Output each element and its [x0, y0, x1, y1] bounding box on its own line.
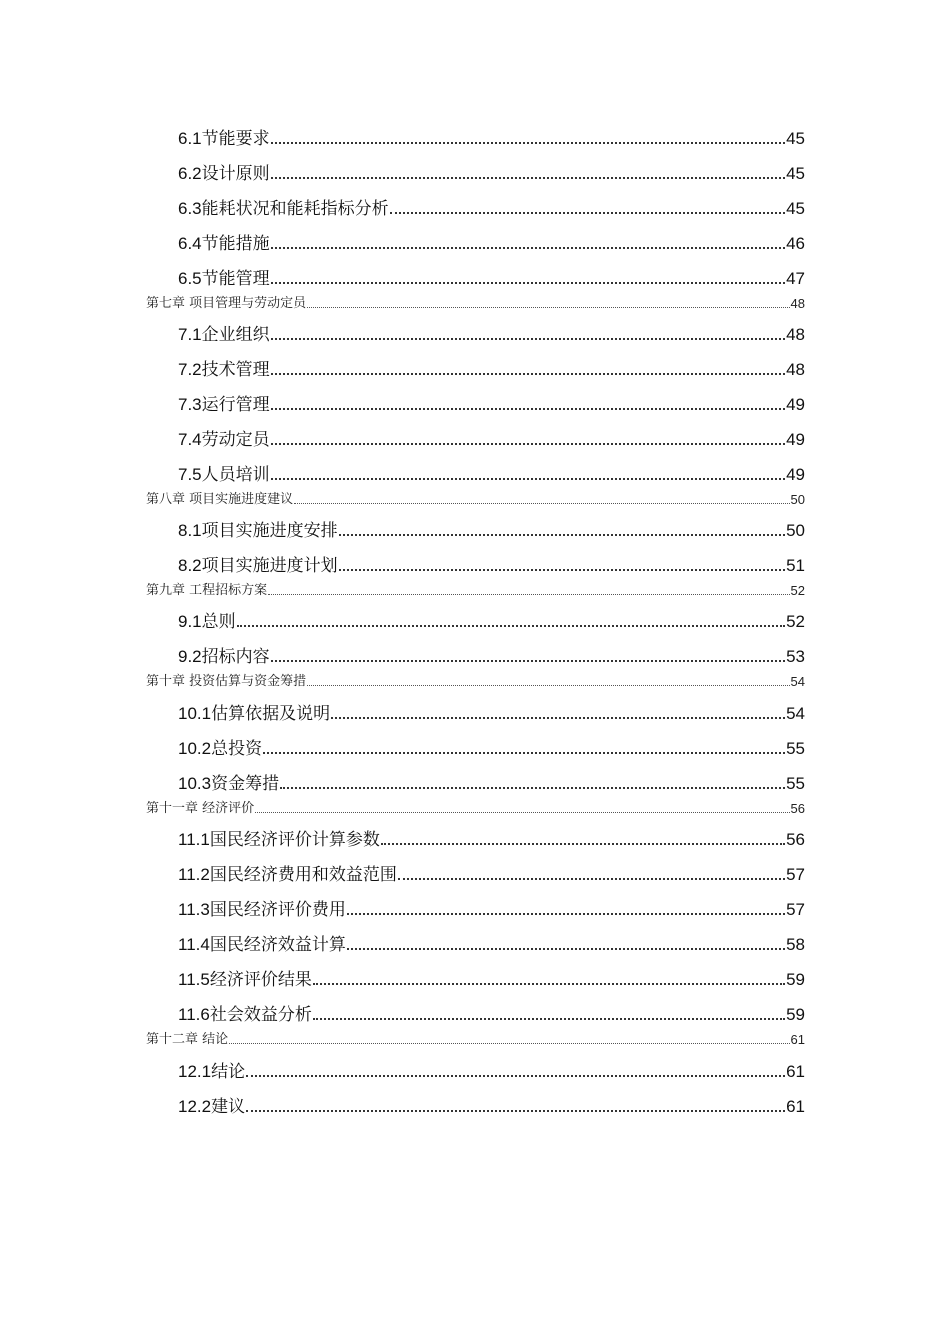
section-number: 11.1: [178, 830, 210, 849]
page-number: 61: [790, 1032, 805, 1047]
section-number: 7.4: [178, 430, 202, 449]
section-title: 招标内容: [201, 647, 270, 667]
toc-section-entry[interactable]: [178, 230, 805, 254]
dot-leader: [271, 177, 785, 179]
toc-section-entry[interactable]: [178, 700, 805, 724]
dot-leader: [246, 1110, 785, 1112]
section-number: 8.2: [178, 556, 202, 575]
section-number: 11.6: [178, 1005, 210, 1024]
page-number: 54: [786, 704, 805, 723]
chapter-title: 第九章 工程招标方案: [146, 583, 268, 598]
section-title: 总投资: [211, 739, 263, 759]
page-number: 47: [786, 269, 805, 288]
dot-leader: [313, 983, 785, 985]
dot-leader: [255, 812, 789, 813]
toc-section-entry[interactable]: [178, 896, 805, 920]
toc-section-entry[interactable]: [178, 861, 805, 885]
chapter-title: 第十二章 结论: [146, 1032, 229, 1047]
toc-section-entry[interactable]: [178, 391, 805, 415]
section-title: 国民经济评价计算参数: [209, 830, 380, 850]
toc-section-entry[interactable]: [178, 608, 805, 632]
page-number: 52: [786, 612, 805, 631]
section-number: 7.3: [178, 395, 202, 414]
dot-leader: [271, 408, 785, 410]
dot-leader: [268, 594, 789, 595]
dot-leader: [271, 247, 785, 249]
section-title: 项目实施进度安排: [201, 521, 338, 541]
toc-chapter-entry[interactable]: [146, 798, 805, 816]
page-number: 46: [786, 234, 805, 253]
chapter-title: 第十章 投资估算与资金筹措: [146, 674, 307, 689]
section-title: 项目实施进度计划: [201, 556, 338, 576]
page-number: 52: [790, 583, 805, 598]
section-number: 6.2: [178, 164, 202, 183]
section-title: 节能管理: [201, 269, 270, 289]
section-number: 11.2: [178, 865, 210, 884]
section-number: 9.2: [178, 647, 202, 666]
section-title: 节能措施: [201, 234, 270, 254]
page-number: 45: [786, 164, 805, 183]
toc-chapter-entry[interactable]: [146, 671, 805, 689]
page-number: 53: [786, 647, 805, 666]
page-number: 48: [786, 360, 805, 379]
section-title: 社会效益分析: [209, 1005, 312, 1025]
chapter-title: 第七章 项目管理与劳动定员: [146, 296, 307, 311]
toc-section-entry[interactable]: [178, 321, 805, 345]
section-title: 国民经济评价费用: [209, 900, 346, 920]
dot-leader: [271, 443, 785, 445]
toc-chapter-entry[interactable]: [146, 1029, 805, 1047]
section-number: 10.1: [178, 704, 212, 723]
dot-leader: [246, 1075, 785, 1077]
section-number: 10.2: [178, 739, 212, 758]
toc-section-entry[interactable]: [178, 160, 805, 184]
dot-leader: [313, 1018, 785, 1020]
section-title: 能耗状况和能耗指标分析: [201, 199, 389, 219]
dot-leader: [307, 685, 789, 686]
section-title: 运行管理: [201, 395, 270, 415]
section-title: 总则: [201, 612, 236, 632]
toc-section-entry[interactable]: [178, 125, 805, 149]
toc-section-entry[interactable]: [178, 826, 805, 850]
toc-section-entry[interactable]: [178, 1058, 805, 1082]
section-number: 10.3: [178, 774, 212, 793]
section-number: 12.2: [178, 1097, 212, 1116]
toc-section-entry[interactable]: [178, 517, 805, 541]
section-number: 6.5: [178, 269, 202, 288]
section-number: 7.1: [178, 325, 202, 344]
toc-section-entry[interactable]: [178, 966, 805, 990]
toc-section-entry[interactable]: [178, 931, 805, 955]
page-number: 57: [786, 865, 805, 884]
chapter-title: 第十一章 经济评价: [146, 801, 255, 816]
page-number: 61: [786, 1097, 805, 1116]
dot-leader: [398, 878, 785, 880]
page-number: 48: [786, 325, 805, 344]
dot-leader: [381, 843, 785, 845]
dot-leader: [271, 338, 785, 340]
dot-leader: [347, 913, 785, 915]
chapter-title: 第八章 项目实施进度建议: [146, 492, 294, 507]
section-title: 劳动定员: [201, 430, 270, 450]
section-title: 设计原则: [201, 164, 270, 184]
section-title: 经济评价结果: [209, 970, 312, 990]
section-title: 人员培训: [201, 465, 270, 485]
section-number: 11.5: [178, 970, 210, 989]
section-title: 国民经济效益计算: [209, 935, 346, 955]
section-number: 7.5: [178, 465, 202, 484]
section-number: 11.4: [178, 935, 210, 954]
toc-section-entry[interactable]: [178, 265, 805, 289]
dot-leader: [271, 142, 785, 144]
page-number: 45: [786, 129, 805, 148]
section-number: 8.1: [178, 521, 202, 540]
page-number: 49: [786, 430, 805, 449]
section-number: 12.1: [178, 1062, 212, 1081]
page-number: 54: [790, 674, 805, 689]
page-number: 48: [790, 296, 805, 311]
page-number: 50: [786, 521, 805, 540]
dot-leader: [339, 569, 785, 571]
dot-leader: [307, 307, 789, 308]
page-number: 55: [786, 774, 805, 793]
dot-leader: [271, 478, 785, 480]
toc-section-entry[interactable]: [178, 356, 805, 380]
section-number: 7.2: [178, 360, 202, 379]
toc-section-entry[interactable]: [178, 552, 805, 576]
dot-leader: [271, 660, 785, 662]
section-number: 6.3: [178, 199, 202, 218]
page-number: 45: [786, 199, 805, 218]
page-number: 56: [790, 801, 805, 816]
page-number: 49: [786, 465, 805, 484]
dot-leader: [294, 503, 789, 504]
page-number: 50: [790, 492, 805, 507]
toc-section-entry[interactable]: [178, 195, 805, 219]
section-title: 估算依据及说明: [211, 704, 331, 724]
section-title: 国民经济费用和效益范围: [209, 865, 397, 885]
section-title: 结论: [211, 1062, 246, 1082]
dot-leader: [271, 282, 785, 284]
page-number: 51: [786, 556, 805, 575]
section-title: 企业组织: [201, 325, 270, 345]
dot-leader: [339, 534, 785, 536]
toc-section-entry[interactable]: [178, 735, 805, 759]
toc-section-entry[interactable]: [178, 426, 805, 450]
section-number: 11.3: [178, 900, 210, 919]
toc-section-entry[interactable]: [178, 461, 805, 485]
page-number: 61: [786, 1062, 805, 1081]
section-title: 资金筹措: [211, 774, 280, 794]
toc-section-entry[interactable]: [178, 1093, 805, 1117]
section-number: 9.1: [178, 612, 202, 631]
page-number: 55: [786, 739, 805, 758]
page-number: 49: [786, 395, 805, 414]
toc-section-entry[interactable]: [178, 770, 805, 794]
toc-chapter-entry[interactable]: [146, 489, 805, 507]
toc-chapter-entry[interactable]: [146, 580, 805, 598]
dot-leader: [280, 787, 785, 789]
dot-leader: [263, 752, 785, 754]
dot-leader: [331, 717, 785, 719]
page-number: 56: [786, 830, 805, 849]
section-title: 节能要求: [201, 129, 270, 149]
page-number: 59: [786, 1005, 805, 1024]
toc-section-entry[interactable]: [178, 1001, 805, 1025]
dot-leader: [237, 625, 785, 627]
section-number: 6.1: [178, 129, 202, 148]
page-number: 58: [786, 935, 805, 954]
dot-leader: [347, 948, 785, 950]
dot-leader: [390, 212, 785, 214]
page-number: 57: [786, 900, 805, 919]
page-number: 59: [786, 970, 805, 989]
toc-chapter-entry[interactable]: [146, 293, 805, 311]
section-title: 技术管理: [201, 360, 270, 380]
dot-leader: [229, 1043, 789, 1044]
toc-section-entry[interactable]: [178, 643, 805, 667]
section-number: 6.4: [178, 234, 202, 253]
dot-leader: [271, 373, 785, 375]
section-title: 建议: [211, 1097, 246, 1117]
